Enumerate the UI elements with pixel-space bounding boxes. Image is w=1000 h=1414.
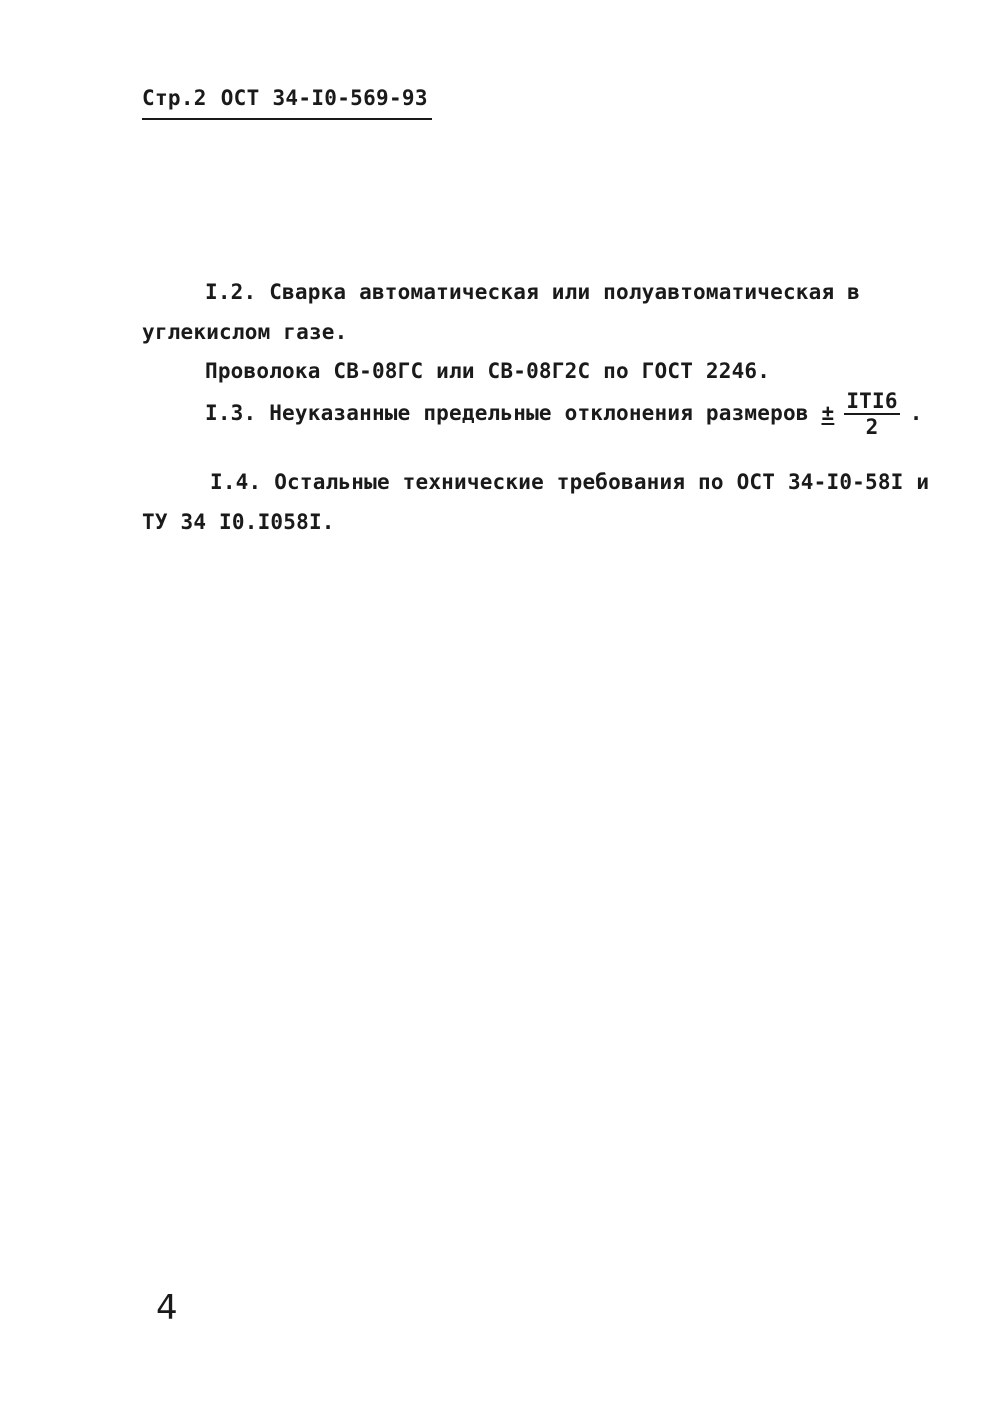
- item-1-3-end: .: [909, 401, 923, 426]
- item-1-2-text-1: Сварка автоматическая или полуавтоматическая в: [269, 280, 860, 304]
- item-1-4-line-1: [210, 470, 929, 494]
- item-1-2-text-2: углекислом газе.: [142, 320, 348, 344]
- plus-minus-sign: ±: [821, 401, 835, 426]
- page-number: 4: [156, 1288, 178, 1328]
- item-1-2-line-1: [205, 280, 860, 304]
- item-1-4-text-1: Остальные технические требования по ОСТ 34-I0-58I и: [274, 470, 930, 494]
- item-1-2-text-3: Проволока СВ-08ГС или СВ-08Г2С по ГОСТ 2246.: [205, 359, 771, 383]
- item-1-4-text-2: ТУ 34 I0.I058I.: [142, 510, 335, 534]
- item-1-3-line: [205, 390, 923, 438]
- item-1-2-line-3: [205, 359, 770, 383]
- page-header: [142, 86, 432, 120]
- fraction-numerator: IТI6: [844, 390, 899, 415]
- item-1-4-line-2: [142, 510, 335, 534]
- item-1-4-number: I.4.: [210, 470, 262, 494]
- item-1-2-number: I.2.: [205, 280, 257, 304]
- page-label: Стр.2: [142, 86, 207, 110]
- item-1-2-line-2: [142, 320, 348, 344]
- standard-code: ОСТ 34-I0-569-93: [220, 86, 428, 110]
- item-1-3-text: Неуказанные предельные отклонения размеров: [269, 401, 809, 426]
- fraction-denominator: 2: [865, 415, 879, 440]
- item-1-3-number: I.3.: [205, 401, 257, 426]
- tolerance-fraction: [844, 390, 899, 438]
